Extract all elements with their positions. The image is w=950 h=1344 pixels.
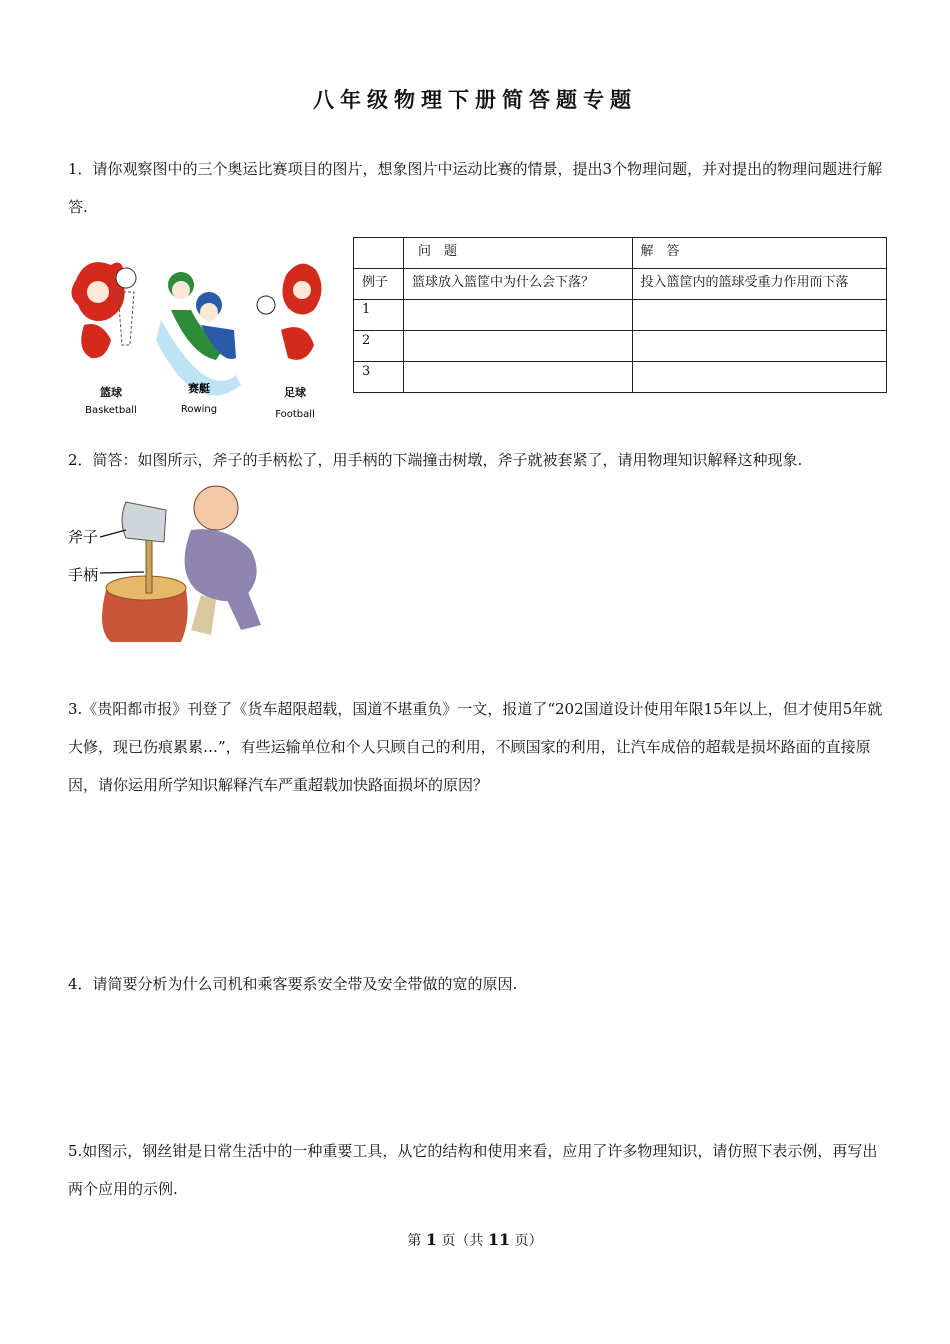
table-cell: 2: [354, 331, 404, 362]
caption-rowing-cn: 赛艇: [188, 382, 210, 395]
table-cell: 投入篮筐内的篮球受重力作用而下落: [632, 269, 887, 300]
table-cell: 3: [354, 362, 404, 393]
caption-rowing-en: Rowing: [180, 404, 218, 415]
caption-basketball-en: Basketball: [85, 405, 137, 416]
caption-football-en: Football: [275, 409, 315, 420]
label-handle: 手柄: [68, 566, 99, 584]
axe-drawing: [66, 480, 276, 645]
question-3-text: 3.《贵阳都市报》刊登了《货车超限超载，国道不堪重负》一文，报道了“202国道设计使用年限15年以上，但才使用5年就大修，现已伤痕累累…”，有些运输单位和个人只顾自己的利用，不顾国家的利用，让汽车成倍的超载是损坏路面的直接原因，请你运用所学知识解释汽车严重超载加快路面损坏的原因？: [68, 700, 883, 794]
footer-prefix: 第: [407, 1233, 422, 1249]
table-header-question: 问 题: [403, 238, 632, 269]
table-cell: 篮球放入篮筐中为什么会下落？: [403, 269, 632, 300]
axe-illustration: [66, 480, 276, 645]
table-row: [354, 331, 887, 362]
table-row: [354, 300, 887, 331]
basketball-mascot-icon: [71, 262, 136, 358]
footer-page-number: 1: [425, 1230, 437, 1249]
rowing-mascots-icon: [156, 272, 241, 396]
page-title: 八年级物理下册简答题专题: [313, 87, 637, 112]
question-1-answer-table: [353, 237, 887, 393]
table-cell: [403, 362, 632, 393]
table-header-answer: 解 答: [632, 238, 887, 269]
mascots-drawing: [66, 250, 336, 425]
handle-pointer-line: [100, 572, 144, 573]
table-row: [354, 269, 887, 300]
question-2-text: 2．简答：如图所示，斧子的手柄松了，用手柄的下端撞击树墩，斧子就被套紧了，请用物理知识解释这种现象.: [68, 451, 803, 469]
footer-total-pages: 11: [487, 1230, 511, 1249]
table-cell: [354, 238, 404, 269]
table-cell: [632, 331, 887, 362]
table-cell: 例子: [354, 269, 404, 300]
axe-pointer-line: [100, 530, 126, 537]
table-cell: [632, 300, 887, 331]
table-cell: 1: [354, 300, 404, 331]
page-footer: [0, 1230, 950, 1250]
caption-football-cn: 足球: [284, 386, 306, 399]
table-cell: [403, 300, 632, 331]
olympic-mascots-illustration: [66, 250, 336, 425]
footer-middle: 页（共: [441, 1233, 484, 1249]
table-cell: [632, 362, 887, 393]
caption-basketball-cn: 篮球: [100, 386, 122, 399]
question-4-text: 4．请简要分析为什么司机和乘客要系安全带及安全带做的宽的原因.: [68, 975, 518, 993]
table-header-row: [354, 238, 887, 269]
table-row: [354, 362, 887, 393]
question-5-text: 5.如图示，钢丝钳是日常生活中的一种重要工具，从它的结构和使用来看，应用了许多物理知识，请仿照下表示例，再写出两个应用的示例.: [68, 1142, 878, 1198]
football-mascot-icon: [257, 264, 322, 360]
label-axe-head: 斧子: [68, 528, 99, 546]
table-cell: [403, 331, 632, 362]
question-1-text: 1．请你观察图中的三个奥运比赛项目的图片，想象图片中运动比赛的情景，提出3个物理问题，并对提出的物理问题进行解答.: [68, 160, 883, 216]
footer-suffix: 页）: [514, 1233, 543, 1249]
